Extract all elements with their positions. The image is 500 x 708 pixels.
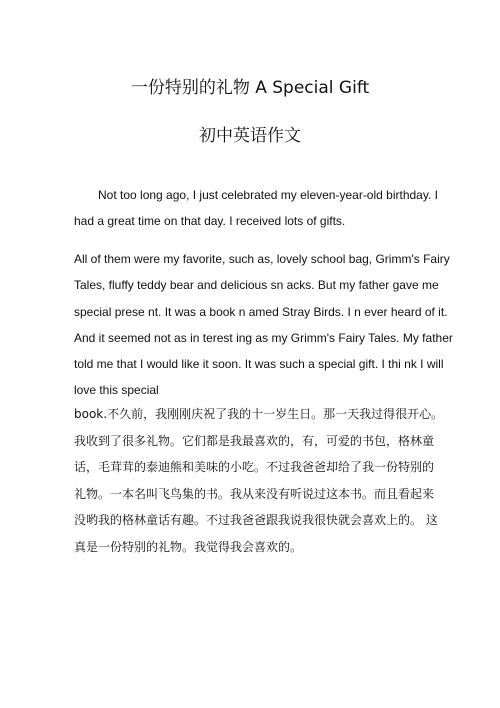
paragraph-line: 话，毛茸茸的泰迪熊和美味的小吃。不过我爸爸却给了我一份特别的 xyxy=(74,460,435,474)
paragraph-line: had a great time on that day. I received lots of gifts. xyxy=(74,214,346,228)
paragraph-line: 真是一份特别的礼物。我觉得我会喜欢的。 xyxy=(74,540,303,554)
document-subtitle: 初中英语作文 xyxy=(199,126,301,146)
document-title: 一份特别的礼物 A Special Gift xyxy=(130,78,370,98)
paragraph-line: And it seemed not as in terest ing as my Grimm's Fairy Tales. My father xyxy=(74,331,453,345)
paragraph-line: special prese nt. It was a book n amed Stray Birds. I n ever heard of it. xyxy=(74,305,448,319)
paragraph-line: 我收到了很多礼物。它们都是我最喜欢的，有，可爱的书包，格林童 xyxy=(74,434,435,448)
paragraph-line: book.不久前，我刚刚庆祝了我的十一岁生日。那一天我过得很开心。 xyxy=(74,407,444,421)
paragraph-line: Not too long ago, I just celebrated my eleven-year-old birthday. I xyxy=(98,188,438,202)
paragraph-line: love this special xyxy=(74,383,159,397)
paragraph-line: 没哟我的格林童话有趣。不过我爸爸跟我说我很快就会喜欢上的。 这 xyxy=(74,513,438,527)
paragraph-line: All of them were my favorite, such as, lovely school bag, Grimm's Fairy xyxy=(74,252,450,266)
paragraph-line: Tales, fluffy teddy bear and delicious sn acks. But my father gave me xyxy=(74,278,439,292)
paragraph-line: told me that I would like it soon. It was such a special gift. I thi nk I will xyxy=(74,357,444,371)
paragraph-line: 礼物。一本名叫飞鸟集的书。我从来没有听说过这本书。而且看起来 xyxy=(74,487,435,501)
